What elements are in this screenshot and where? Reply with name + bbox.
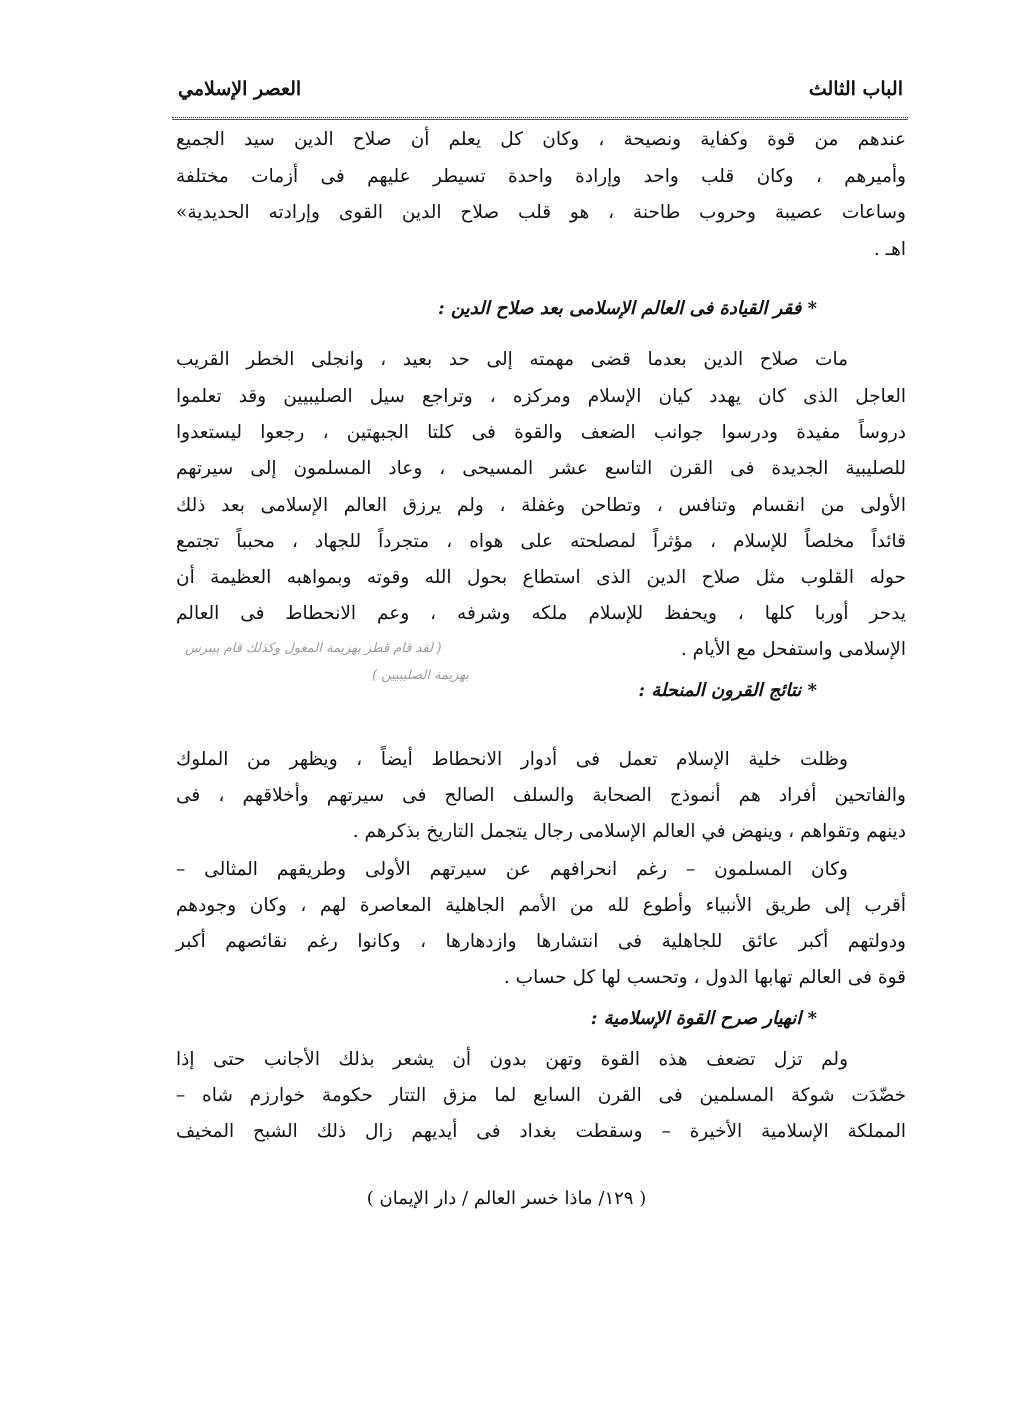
- text-line: ودولتهم أكبر عائق للجاهلية فى انتشارها وازدهارها ، وكانوا رغم نقائصهم أكبر: [176, 931, 906, 952]
- text-line: اهـ .: [873, 239, 906, 260]
- text-line: يدحر أوربا كلها ، ويحفظ للإسلام ملكه وشرفه ، وعم الانحطاط فى العالم: [176, 603, 906, 624]
- text-line: دروساً مفيدة ودرسوا جوانب الضعف والقوة فى كلتا الجبهتين ، رجعوا ليستعدوا: [176, 422, 906, 443]
- text-line: وأميرهم ، وكان قلب واحد وإرادة واحدة تسيطر عليهم فى أزمات مختلفة: [176, 166, 906, 187]
- header-rule: [172, 117, 908, 120]
- page-footer: ( ١٢٩/ ماذا خسر العالم / دار الإيمان ): [366, 1188, 647, 1209]
- section-heading: * نتائج القرون المنحلة :: [638, 680, 817, 701]
- text-line: دينهم وتقواهم ، وينهض في العالم الإسلامى رجال يتجمل التاريخ بذكرهم .: [352, 821, 906, 842]
- handwritten-line: ( لقد قام قطز بهزيمة المغول وكذلك قام بيبرس: [185, 641, 443, 656]
- text-line: المملكة الإسلامية الأخيرة – وسقطت بغداد فى أيديهم زال ذلك الشبح المخيف: [176, 1121, 906, 1142]
- text-line: وظلت خلية الإسلام تعمل فى أدوار الانحطاط أيضاً ، ويظهر من الملوك: [176, 749, 848, 770]
- handwritten-line: بهزيمة الصليبيين ): [372, 668, 469, 683]
- text-line: خضّدَت شوكة المسلمين فى القرن السابع لما مزق التتار حكومة خوارزم شاه –: [176, 1085, 906, 1106]
- text-line: قائداً مخلصاً للإسلام ، مؤثراً لمصلحته على هواه ، متجرداً للجهاد ، محبباً تجتمع: [176, 531, 906, 552]
- text-line: الأولى من انقسام وتنافس ، وتطاحن وغفلة ، ولم يرزق العالم الإسلامى بعد ذلك: [176, 495, 906, 516]
- text-line: للصليبية الجديدة فى القرن التاسع عشر المسيحى ، وعاد المسلمون إلى سيرتهم: [176, 458, 906, 479]
- text-line: قوة فى العالم تهابها الدول ، وتحسب لها كل حساب .: [503, 967, 906, 988]
- text-line: مات صلاح الدين بعدما قضى مهمته إلى حد بعيد ، وانجلى الخطر القريب: [176, 349, 848, 370]
- text-line: الإسلامى واستفحل مع الأيام .: [680, 639, 906, 660]
- text-line: وكان المسلمون – رغم انحرافهم عن سيرتهم الأولى وطريقهم المثالى –: [176, 859, 848, 880]
- section-heading: * انهيار صرح القوة الإسلامية :: [590, 1008, 817, 1029]
- text-line: والفاتحين أفراد هم أنموذج الصحابة والسلف الصالح فى سيرتهم وأخلاقهم ، فى: [176, 785, 906, 806]
- text-line: العاجل الذى كان يهدد كيان الإسلام ومركزه ، وتراجع سيل الصليبيين وقد تعلموا: [176, 386, 906, 407]
- text-line: ولم تزل تضعف هذه القوة وتهن بدون أن يشعر بذلك الأجانب حتى إذا: [176, 1049, 848, 1070]
- text-line: حوله القلوب مثل صلاح الدين الذى استطاع بحول الله وقوته وبمواهبه العظيمة أن: [176, 567, 906, 588]
- chapter-title: الباب الثالث: [808, 78, 903, 100]
- section-title: العصر الإسلامي: [178, 78, 302, 100]
- text-line: أقرب إلى طريق الأنبياء وأطوع لله من الأمم الجاهلية المعاصرة لهم ، وكان وجودهم: [176, 895, 906, 916]
- text-line: وساعات عصيبة وحروب طاحنة ، هو قلب صلاح الدين القوى وإرادته الحديدية»: [176, 202, 906, 223]
- text-line: عندهم من قوة وكفاية ونصيحة ، وكان كل يعلم أن صلاح الدين سيد الجميع: [176, 129, 906, 150]
- section-heading: * فقر القيادة فى العالم الإسلامى بعد صلاح الدين :: [438, 298, 817, 319]
